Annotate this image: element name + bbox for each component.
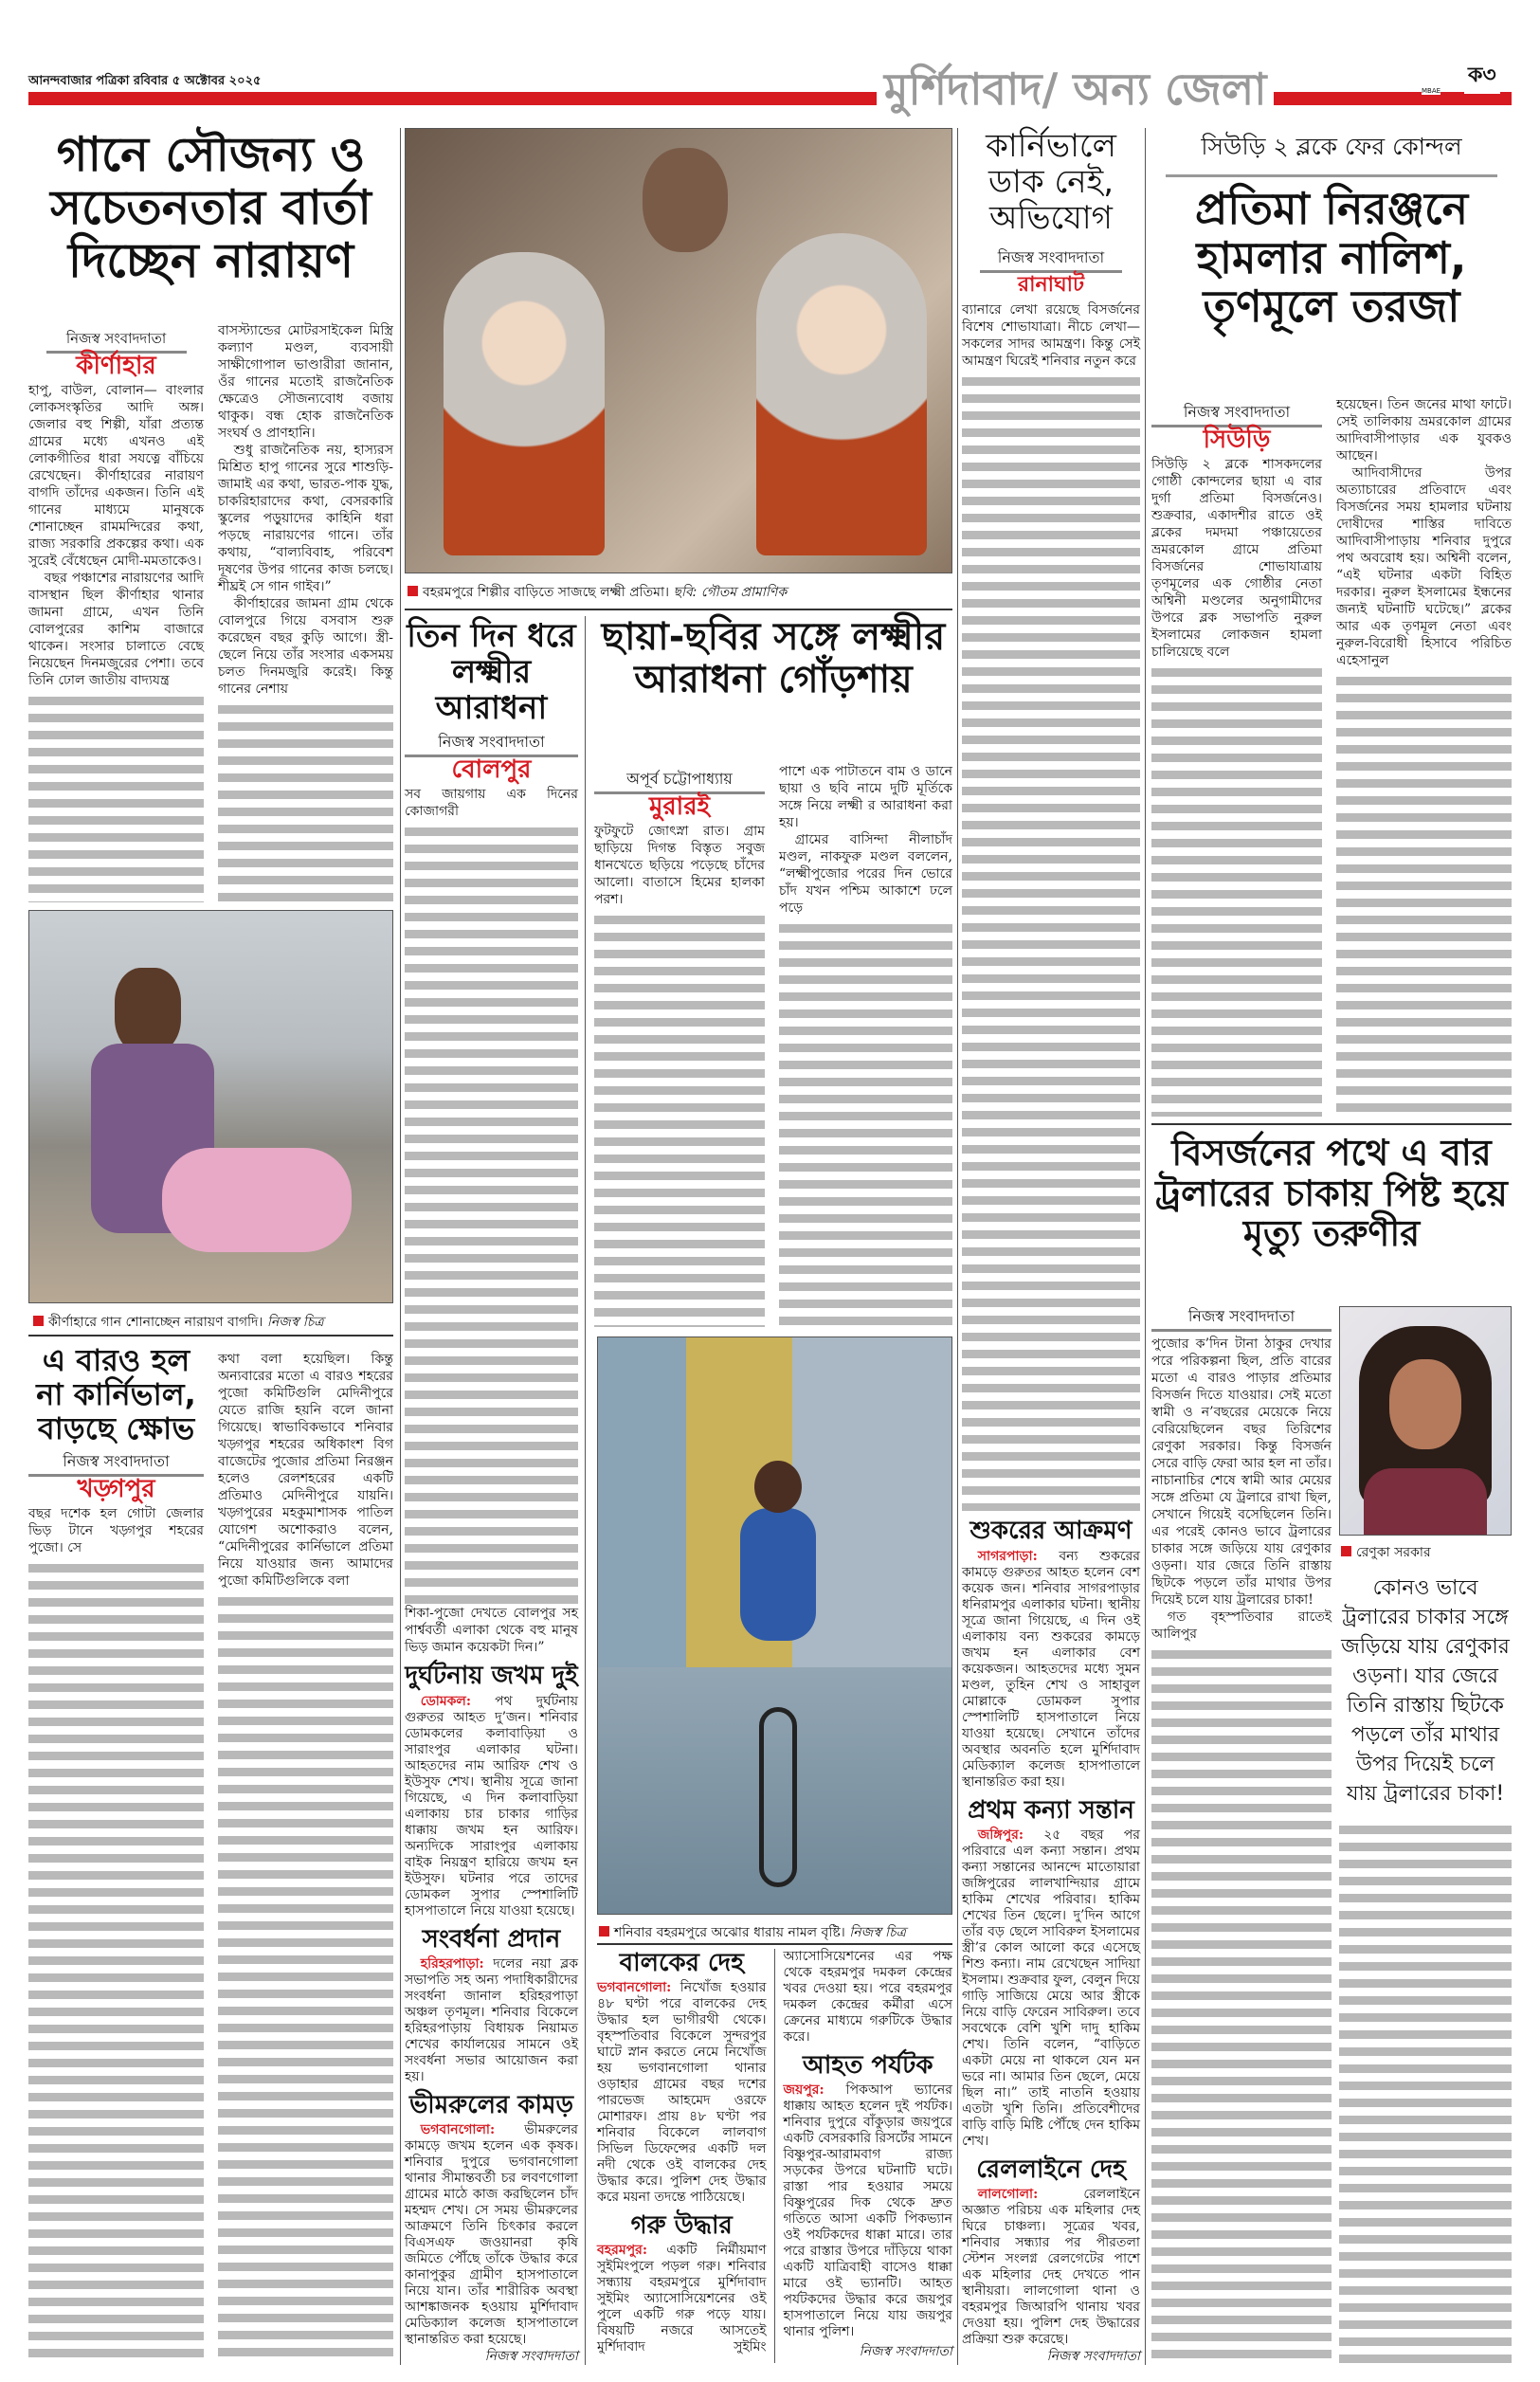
text-lines [218,1593,393,2365]
paragraph: শিকা-পুজো দেখতে বোলপুর সহ পার্শ্ববর্তী এলাকা থেকে বহু মানুষ ভিড় জমান কয়েকটা দিন।” [405,1606,578,1656]
photo-credit: নিজস্ব চিত্র [266,1315,324,1330]
brief-signature: নিজস্ব সংবাদদাতা [484,2349,578,2364]
byline: নিজস্ব সংবাদদাতা [405,734,578,757]
brief-title: সংবর্ধনা প্রদান [422,1924,561,1954]
column-rule [585,616,586,2365]
brief-place: জয়পুর: [783,2082,824,2099]
brief-text: একটি নির্মীয়মাণ সুইমিংপুলে পড়ল গরু। শনিবার সন্ধ্যায় বহরমপুরে মুর্শিদাবাদ সুইমিং অ্যাসোসিয়েশনের ওই পুলে একটি গরু পড়ে যায়। বিষয়টি নজরে আসতেই মুর্শিদাবাদ সুইমিং অ্যাসোসিয়েশনের এর পক্ষ থেকে বহরমপুর দমকল কেন্দ্রের খবর দেওয়া হয়। পরে বহরমপুর দমকল কেন্দ্রের কর্মীরা এসে ক্রেনের মাধ্যমে গরুটিকে উদ্ধার করে। [597,1949,952,2355]
brief-text: দলের নয়া ব্লক সভাপতি সহ অন্য পদাধিকারীদের সংবর্ধনা জানাল হরিহরপাড়া অঞ্চল তৃণমূল। শনিবার বিকেলে হরিহরপাড়ায় বিধায়ক নিয়ামত শেখের কার্যালয়ের সামনে ওই সংবর্ধনা সভার আয়োজন করা হয়। [405,1955,578,2084]
paragraph: ফুটফুটে জোৎস্না রাত। গ্রাম ছাড়িয়ে দিগন্ত বিস্তৃত সবুজ ধানখেতে ছড়িয়ে পড়েছে চাঁদের আলো। বাতাসে হিমের হালকা পরশ। [594,824,765,907]
article-body [218,322,393,902]
byline: নিজস্ব সংবাদদাতা [980,249,1122,273]
article-body [1151,1308,1332,2365]
kicker: সিউড়ি ২ ব্লকে ফের কোন্দল [1166,128,1497,177]
divider [1151,1123,1512,1125]
brief-item [962,2155,1140,2365]
brief-item [405,1662,578,1918]
paragraph: কীর্ণাহারের জামনা গ্রাম থেকে বোলপুরে গিয়ে বসবাস শুরু করেছেন বছর কুড়ি আগে। স্ত্রী-ছেলে নিয়ে তাঁর সংসার একসময় চলত দিনমজুরি করেই। কিন্তু গানের নেশায় [218,596,393,697]
brief-place: সাগরপাড়া: [977,1548,1038,1564]
photo-credit: ছবি: গৌতম প্রামাণিক [673,585,788,600]
article-body [218,1351,393,2365]
text-lines [28,693,204,902]
paragraph: আদিবাসীদের উপর অত্যাচারের প্রতিবাদে এবং বিসর্জনের সময় হামলার ঘটনায় দোষীদের শাস্তির দাবিতে আদিবাসীপাড়ায় শনিবার দুপুরে পথ অবরোধ হয়। অশ্বিনী বলেন, “এই ঘটনার একটা বিহিত দরকার। নুরুল ইসলামের ইন্ধনের জন্যই ঘটনাটি ঘটেছে।” ব্লকের আর এক তৃণমূল নেতা এবং নুরুল-বিরোধী হিসাবে পরিচিত এহেসানুল [1336,465,1512,668]
headline: প্রতিমা নিরঞ্জনে হামলার নালিশ, তৃণমূলে তরজা [1194,183,1469,333]
article-body [1151,396,1322,1117]
brief-title: গরু উদ্ধার [630,2211,733,2241]
brief-text: পিকআপ ভ্যানের ধাক্কায় আহত হলেন দুই পর্যটক। শনিবার দুপুরে বাঁকুড়ার জয়পুরে একটি বেসরকারি রিসর্টের সামনে বিষ্ণুপুর-আরামবাগ রাজ্য সড়কের উপরে ঘটনাটি ঘটে। রাস্তা পার হওয়ার সময়ে বিষ্ণুপুরের দিক থেকে দ্রুত গতিতে আসা একটি পিকভ্যান ওই পর্যটকদের ধাক্কা মারে। তার পরে রাস্তার উপরে দাঁড়িয়ে থাকা একটি যাত্রিবাহী বাসেও ধাক্কা মারে ওই ভ্যানটি। আহত পর্যটকদের উদ্ধার করে জয়পুর হাসপাতালে নিয়ে যায় জয়পুর থানার পুলিশ। [783,2082,952,2340]
article-kharagpur [28,1344,204,2365]
paragraph: বাসস্ট্যান্ডের মোটরসাইকেল মিস্ত্রি কল্যাণ মণ্ডল, ব্যবসায়ী সাক্ষীগোপাল ভাণ্ডারীরা জানান, ওঁর গানের মতোই রাজনৈতিক ক্ষেত্রেও সৌজন্যবোধ বজায় থাকুক। বন্ধ হোক রাজনৈতিক সংঘর্ষ ও প্রাণহানি। [218,323,393,441]
column-rule [400,128,401,2365]
photo-lakshmi-idols [405,128,952,573]
dateline: মুরারই [648,792,711,821]
photo-caption [33,1311,324,1334]
article-body [28,322,204,902]
paragraph: গ্রামের বাসিন্দা নীলাচাঁদ মণ্ডল, নাকফুরু মণ্ডল বললেন, “লক্ষ্মীপুজোর পরের দিন ভোরে চাঁদ যখন পশ্চিম আকাশে ঢলে পড়ে [779,832,952,916]
brief-text: নিখোঁজ হওয়ার ৪৮ ঘণ্টা পরে বালকের দেহ উদ্ধার হল ভাগীরথী থেকে। বৃহস্পতিবার বিকেলে সুন্দরপুর ঘাটে স্নান করতে নেমে নিখোঁজ হয় ভগবানগোলা থানার ওড়াহার গ্রামের বছর দশের পারভেজ আহমেদ ওরফে মোশারফ। প্রায় ৪৮ ঘণ্টা পর শনিবার বিকেলে লালবাগ সিভিল ডিফেন্সের একটি দল নদী থেকে ওই বালকের দেহ উদ্ধার করে। পুলিশ দেহ উদ্ধার করে ময়না তদন্তে পাঠিয়েছে। [597,1980,767,2206]
brief-item [405,2091,578,2365]
paragraph: বছর পঞ্চাশের নারায়ণের আদি বাসস্থান ছিল কীর্ণাহার থানার জামনা গ্রামে, এখন তিনি বোলপুরের কাশিম বাজারে থাকেন। সংসার চালাতে বেছে নিয়েছেন দিনমজুরের পেশা। তবে তিনি ঢোল জাতীয় বাদ্যযন্ত্র [28,571,204,688]
photo-credit: নিজস্ব চিত্র [849,1925,906,1940]
byline: নিজস্ব সংবাদদাতা [1151,1308,1332,1332]
text-lines [962,373,1140,1511]
brief-item [962,1796,1140,2150]
pull-quote: কোনও ভাবে ট্রলারের চাকার সঙ্গে জড়িয়ে যায় রেণুকার ওড়না। যার জেরে তিনি রাস্তায় ছিটকে পড়লে তাঁর মাথার উপর দিয়েই চলে যায় ট্রলারের চাকা! [1341,1576,1510,1806]
paragraph: হয়েছেন। তিন জনের মাথা ফাটে। সেই তালিকায় ভ্রমরকোল গ্রামের আদিবাসীপাড়ার এক যুবকও আছেন। [1336,397,1512,464]
paragraph: সিউড়ি ২ ব্লকে শাসকদলের গোষ্ঠী কোন্দলের ছায়া এ বার দুর্গা প্রতিমা বিসর্জনেও। শুক্রবার, একাদশীর রাতে ওই ব্লকের দমদমা পঞ্চায়েতের ভ্রমরকোল গ্রামে প্রতিমা বিসর্জনের শোভাযাত্রায় তৃণমূলের এক গোষ্ঠীর নেতা অশ্বিনী মণ্ডলের অনুগামীদের উপরে ব্লক সভাপতি নুরুল ইসলামের লোকজন হামলা চালিয়েছে বলে [1151,457,1322,660]
caption-text: রেণুকা সরকার [1356,1545,1431,1560]
headline: গানে সৌজন্য ও সচেতনতার বার্তা দিচ্ছেন নারায়ণ [50,127,371,288]
article-ranaghat [962,128,1140,2365]
dateline: সিউড়ি [1203,426,1271,454]
divider [405,609,952,610]
red-rule [28,92,1512,105]
brief-signature: নিজস্ব সংবাদদাতা [1046,2349,1140,2364]
paragraph: ব্যানারে লেখা রয়েছে বিসর্জনের বিশেষ শোভাযাত্রা। নীচে লেখা— সকলের সাদর আমন্ত্রণ। কিন্তু সেই আমন্ত্রণ ঘিরেই শনিবার নতুন করে [962,302,1140,370]
byline: অপূর্ব চট্টোপাধ্যায় [594,771,765,794]
brief-title: দুর্ঘটনায় জখম দুই [405,1662,578,1691]
article-body [779,763,952,1327]
brief-place: ডোমকল: [420,1693,472,1709]
photo-renuka-sarkar [1339,1306,1512,1536]
divider [28,1335,393,1336]
column-rule [957,128,958,2365]
article-bolpur [405,618,578,2365]
dateline: রানাঘাট [1018,273,1084,298]
dateline: কীর্ণাহার [76,352,156,380]
article-narayan [28,128,393,287]
paragraph: সব জায়গায় এক দিনের কোজাগরী [405,787,578,820]
text-lines [1336,673,1512,1117]
brief-text: পথ দুর্ঘটনায় গুরুতর আহত দু’জন। শনিবার ডোমকলের কলাবাড়িয়া ও সারাংপুর এলাকার ঘটনা। আহতদের নাম আরিফ শেখ ও ইউসুফ শেখ। স্থানীয় সূত্রে জানা গিয়েছে, এ দিন কলাবাড়িয়া এলাকায় চার চাকার গাড়ির ধাক্কায় জখম হন আরিফ। অন্যদিকে সারাংপুর এলাকায় বাইক নিয়ন্ত্রণ হারিয়ে জখম হন ইউসুফ। ঘটনার পরে তাদের ডোমকল সুপার স্পেশালিটি হাসপাতালে নিয়ে যাওয়া হয়েছে। [405,1693,578,1918]
brief-place: জঙ্গিপুর: [977,1827,1024,1843]
paragraph: হাপু, বাউল, বোলান— বাংলার লোকসংস্কৃতির আদি অঙ্গ। জেলার বহু শিল্পী, যাঁরা প্রত্যন্ত গ্রামের মধ্যে এখনও এই লোকগীতির ধারা সযত্নে বাঁচিয়ে রেখেছেন। কীর্ণাহারের নারায়ণ বাগদি তাঁদের একজন। তিনি এই গানের মাধ্যমে মানুষকে শোনাচ্ছেন রামমন্দিরের কথা, রাজ্য সরকারি প্রকল্পের কথা। এক সুরেই বেঁধেছেন মোদী-মমতাকেও। [28,383,204,569]
brief-place: বহরমপুর: [597,2243,647,2259]
brief-text: বন্য শুকরের কামড়ে গুরুতর আহত হলেন বেশ কয়েক জন। শনিবার সাগরপাড়ার ধনিরামপুর এলাকার ঘটনা। স্থানীয় সূত্রে জানা গিয়েছে, এ দিন ওই এলাকায় বন্য শুকরের কামড়ে জখম হন এলাকার বেশ কয়েকজন। আহতদের মধ্যে সুমন মণ্ডল, তুহিন শেখ ও সাহাবুল মোল্লাকে ডোমকল সুপার স্পেশালিটি হাসপাতালে নিয়ে যাওয়া হয়েছে। সেখানে তাঁদের অবস্থার অবনতি হলে মুর্শিদাবাদ মেডিক্যাল কলেজ হাসপাতালে স্থানান্তরিত করা হয়। [962,1548,1140,1790]
text-lines [1151,1646,1332,2365]
headline: ছায়া-ছবির সঙ্গে লক্ষ্মীর আরাধনা গোঁড়শায় [601,615,946,701]
brief-item [597,1949,767,2206]
brief-text: ভীমরুলের কামড়ে জখম হলেন এক কৃষক। শনিবার দুপুরে ভগবানগোলা থানার সীমান্তবর্তী চর লবণগোলা গ্রামের মাঠে কাজ করছিলেন চাঁদ মহম্মদ শেখ। সে সময় ভীমরুলের আক্রমণে তিনি চিৎকার করলে বিএসএফ জওয়ানরা কৃষি জমিতে পৌঁছে তাঁকে উদ্ধার করে কানাপুকুর গ্রামীণ হাসপাতালে নিয়ে যান। তাঁর শারীরিক অবস্থা আশঙ্কাজনক হওয়ায় মুর্শিদাবাদ মেডিক্যাল কলেজ হাসপাতালে স্থানান্তরিত করা হয়েছে। [405,2122,578,2347]
divider [597,1943,952,1945]
byline: নিজস্ব সংবাদদাতা [46,330,187,354]
caption-text: শনিবার বহরমপুরে অঝোর ধারায় নামল বৃষ্টি। [614,1925,845,1940]
brief-place: লালগোলা: [977,2187,1039,2202]
paper-date: আনন্দবাজার পত্রিকা রবিবার ৫ অক্টোবর ২০২৫ [28,74,262,88]
brief-place: হরিহরপাড়া: [420,1955,484,1972]
text-lines [405,824,578,1605]
brief-title: প্রথম কন্যা সন্তান [968,1795,1134,1825]
byline: নিজস্ব সংবাদদাতা [28,1453,204,1477]
photo-caption [599,1921,906,1944]
headline: কার্নিভালে ডাক নেই, অভিযোগ [986,127,1116,238]
text-lines [28,1560,204,2365]
brief-text: ২৫ বছর পর পরিবারে এল কন্যা সন্তান। প্রথম কন্যা সন্তানের আনন্দে মাতোয়ারা জঙ্গিপুরের লালখান্দিয়ার গ্রামে হাকিম শেখের পরিবার। হাকিম শেখের তিন ছেলে। দু’দিন আগে তাঁর বড় ছেলে সাবিরুল ইসলামের স্ত্রী’র কোল আলো করে এসেছে শিশু কন্যা। নাম রেখেছেন সাদিয়া ইসলাম। শুক্রবার ফুল, বেলুন দিয়ে গাড়ি সাজিয়ে মেয়ে আর স্ত্রীকে নিয়ে বাড়ি ফেরেন সাবিরুল। তবে সবথেকে বেশি খুশি দাদু হাকিম শেখ। তিনি বলেন, “বাড়িতে একটা মেয়ে না থাকলে যেন মন ভরে না। আমার তিন ছেলে, মেয়ে ছিল না।” তাই নাতনি হওয়ায় এতটা খুশি তিনি। প্রতিবেশীদের বাড়ি বাড়ি মিষ্টি পৌঁছে দেন হাকিম শেখ। [962,1827,1140,2149]
dateline: খড়্গপুর [77,1475,155,1504]
byline: নিজস্ব সংবাদদাতা [1151,404,1322,427]
brief-title: শুকরের আক্রমণ [969,1517,1132,1546]
brief-title: আহত পর্যটক [802,2051,933,2080]
text-lines [218,701,393,902]
section-title: মুর্শিদাবাদ/ অন্য জেলা [877,57,1274,121]
caption-text: বহরমপুরে শিল্পীর বাড়িতে সাজছে লক্ষ্মী প্রতিমা। [423,585,670,600]
headline: বিসর্জনের পথে এ বার ট্রলারের চাকায় পিষ্ট হয়ে মৃত্যু তরুণীর [1155,1132,1508,1255]
text-lines [1339,1822,1512,2365]
article-body [594,763,765,1327]
article-siuri [1151,128,1512,332]
article-murarai [594,616,952,701]
photo-rain-cyclist [597,1336,952,1915]
brief-title: রেললাইনে দেহ [976,2155,1126,2184]
article-renuka [1151,1133,1512,1254]
paragraph: শুধু রাজনৈতিক নয়, হাস্যরস মিশ্রিত হাপু গানের সুরে শাশুড়ি-জামাই এর কথা, ভারত-পাক যুদ্ধ, চাকরিহারাদের কথা, বেসরকারি স্কুলের পড়ুয়াদের কাহিনি ধরা পড়ছে নারায়ণের গানে। তাঁর কথায়, “বাল্যবিবাহ, পরিবেশ দূষণের উপর গানের কাজ চলছে। শীঘ্রই সে গান গাইব।” [218,443,393,594]
brief-place: ভগবানগোলা: [597,1980,672,1996]
paragraph: কথা বলা হয়েছিল। কিন্তু অন্যবারের মতো এ বারও শহরের পুজো কমিটিগুলি মেদিনীপুরে যেতে রাজি হয়নি বলে জানা গিয়েছে। স্বাভাবিকভাবে শনিবার খড়্গপুর শহরের অধিকাংশ বিগ বাজেটের পুজোর প্রতিমা নিরঞ্জন হলেও রেলশহরের একটি প্রতিমাও মেদিনীপুরে যায়নি। খড়্গপুরের মহকুমাশাসক পাতিল যোগেশ অশোকরাও বলেন, “মেদিনীপুরের কার্নিভালে প্রতিমা নিয়ে যাওয়ার জন্য আমাদের পুজো কমিটিগুলিকে বলা [218,1352,393,1589]
photo-caption [1341,1541,1512,1564]
text-lines [1151,664,1322,1117]
paragraph: বছর দশেক হল গোটা জেলার ভিড় টানে খড়্গপুর শহরের পুজো। সে [28,1506,204,1556]
page-number: ক৩ [1464,59,1500,94]
brief-title: বালকের দেহ [619,1949,744,1977]
article-body [1336,396,1512,1117]
brief-list [597,1949,952,2363]
photo-narayan-drummer [28,910,393,1303]
edition-code: MBAE [1422,87,1441,95]
brief-signature: নিজস্ব সংবাদদাতা [859,2344,952,2360]
brief-list [405,1656,578,2365]
caption-text: কীর্ণাহারে গান শোনাচ্ছেন নারায়ণ বাগদি। [48,1315,263,1330]
brief-title: ভীমরুলের কামড় [408,2090,574,2119]
photo-caption [408,581,787,604]
renuka-side-column [1339,1306,1512,2365]
paragraph: পাশে এক পাটাতনে বাম ও ডানে ছায়া ও ছবি নামে দুটি মূর্তিকে সঙ্গে নিয়ে লক্ষ্মী র আরাধনা করা হয়। [779,764,952,830]
dateline: বোলপুর [451,755,532,785]
brief-list [962,1511,1140,2365]
brief-text: রেললাইনে অজ্ঞাত পরিচয় এক মহিলার দেহ ঘিরে চাঞ্চল্য। সূত্রের খবর, শনিবার সন্ধ্যার পর পীরতলা স্টেশন সংলগ্ন রেলগেটের পাশে এক মহিলার দেহ দেখতে পান স্থানীয়রা। লালগোলা থানা ও বহরমপুর জিআরপি থানায় খবর দেওয়া হয়। পুলিশ দেহ উদ্ধারের প্রক্রিয়া শুরু করেছে। [962,2187,1140,2347]
headline: এ বারও হল না কার্নিভাল, বাড়ছে ক্ষোভ [36,1342,196,1446]
column-rule [1145,128,1146,2365]
brief-item [784,2051,953,2363]
paragraph: পুজোর ক’দিন টানা ঠাকুর দেখার পরে পরিকল্পনা ছিল, প্রতি বারের মতো এ বারও পাড়ার প্রতিমার বিসর্জন দিতে যাওয়ার। সেই মতো স্বামী ও ন’বছরের মেয়েকে নিয়ে বেরিয়েছিলেন বছর তিরিশের রেণুকা সরকার। কিন্তু বিসর্জন সেরে বাড়ি ফেরা আর হল না তাঁর। নাচানাচির শেষে স্বামী আর মেয়ের সঙ্গে প্রতিমা যে ট্রলারে রাখা ছিল, সেখানে গিয়েই বসেছিলেন তিনি। এর পরেই কোনও ভাবে ট্রলারের চাকার সঙ্গে জড়িয়ে যায় রেণুকার ওড়না। যার জেরে তিনি রাস্তায় ছিটকে পড়লে তাঁর মাথার উপর দিয়েই চলে যায় ট্রলারের চাকা! [1151,1336,1332,1608]
brief-item [962,1517,1140,1790]
brief-item [405,1925,578,2085]
headline: তিন দিন ধরে লক্ষ্মীর আরাধনা [407,617,576,728]
paragraph: গত বৃহস্পতিবার রাতেই আলিপুর [1151,1609,1332,1642]
text-lines [779,920,952,1327]
text-lines [594,912,765,1327]
brief-place: ভগবানগোলা: [420,2122,496,2137]
